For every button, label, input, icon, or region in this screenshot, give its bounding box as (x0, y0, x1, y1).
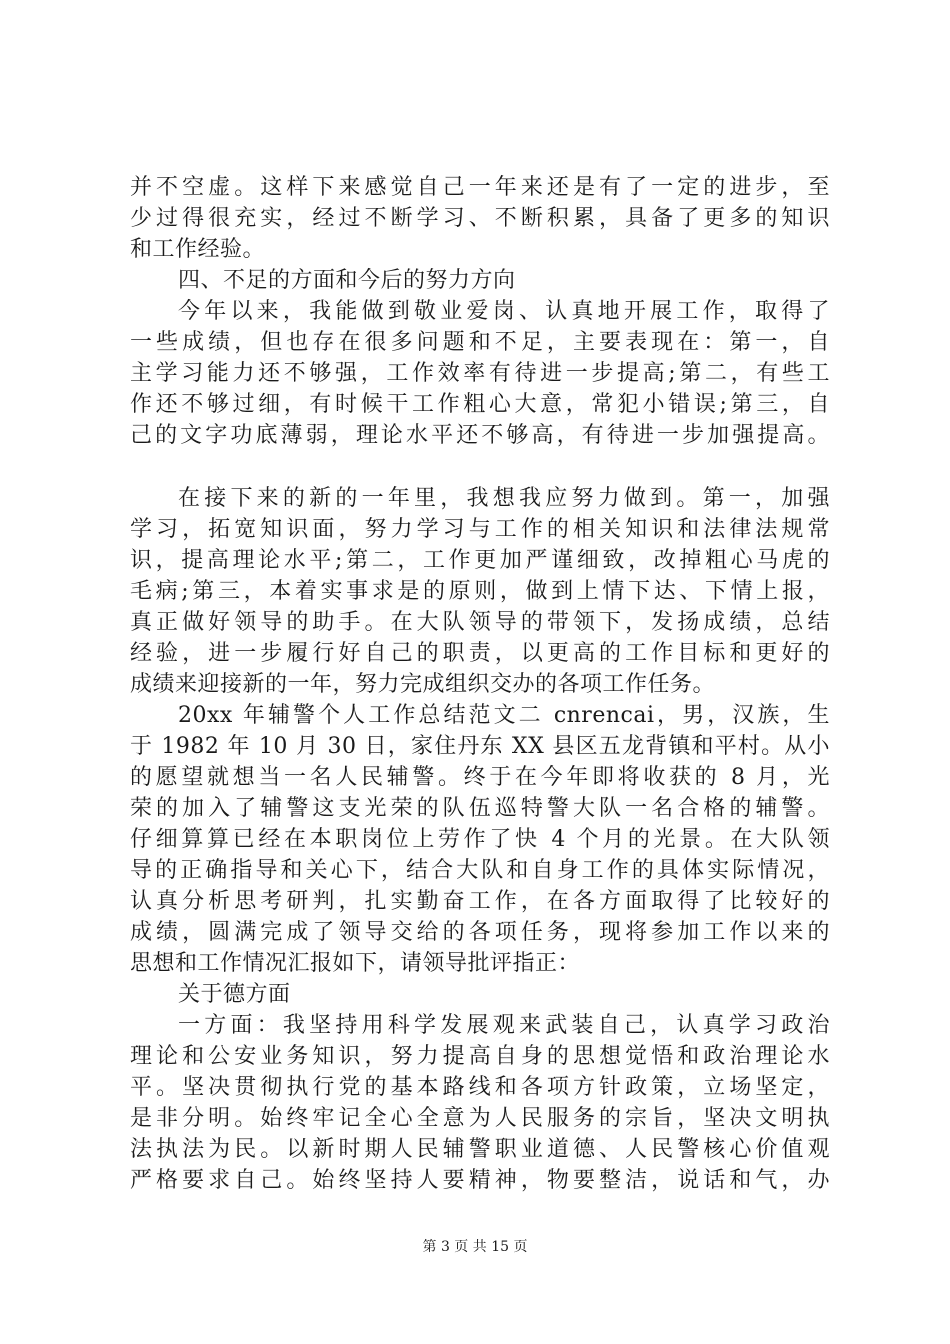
text-line: 严格要求自己。始终坚持人要精神，物要整洁，说话和气，办 (130, 1168, 830, 1193)
text-line: 一方面：我坚持用科学发展观来武装自己，认真学习政治 (178, 1013, 830, 1038)
document-body (130, 172, 830, 1196)
text-line: 认真分析思考研判，扎实勤奋工作，在各方面取得了比较好的 (130, 889, 830, 914)
text-line: 导的正确指导和关心下，结合大队和自身工作的具体实际情况， (130, 858, 830, 883)
text-line: 是非分明。始终牢记全心全意为人民服务的宗旨，坚决文明执 (130, 1106, 830, 1131)
text-line: 法执法为民。以新时期人民辅警职业道德、人民警核心价值观 (130, 1137, 830, 1162)
text-line: 荣的加入了辅警这支光荣的队伍巡特警大队一名合格的辅警。 (130, 796, 830, 821)
text-line: 识，提高理论水平;第二，工作更加严谨细致，改掉粗心马虎的 (130, 548, 830, 573)
text-line: 于 1982 年 10 月 30 日，家住丹东 XX 县区五龙背镇和平村。从小 (130, 734, 830, 759)
text-line: 理论和公安业务知识，努力提高自身的思想觉悟和政治理论水 (130, 1044, 830, 1069)
text-line: 经验，进一步履行好自己的职责，以更高的工作目标和更好的 (130, 641, 830, 666)
text-line: 并不空虚。这样下来感觉自己一年来还是有了一定的进步，至 (130, 175, 830, 200)
text-line: 少过得很充实，经过不断学习、不断积累，具备了更多的知识 (130, 206, 830, 231)
text-line: 学习，拓宽知识面，努力学习与工作的相关知识和法律法规常 (130, 517, 830, 542)
text-line: 成绩来迎接新的一年，努力完成组织交办的各项工作任务。 (130, 672, 716, 697)
text-line: 思想和工作情况汇报如下，请领导批评指正： (130, 951, 581, 976)
text-line: 和工作经验。 (130, 237, 266, 262)
text-line: 今年以来，我能做到敬业爱岗、认真地开展工作，取得了 (178, 299, 830, 324)
text-line: 20xx 年辅警个人工作总结范文二 cnrencai，男，汉族，生 (178, 703, 830, 728)
text-line: 作还不够过细，有时候干工作粗心大意，常犯小错误;第三，自 (130, 392, 830, 417)
text-line: 真正做好领导的助手。在大队领导的带领下，发扬成绩，总结 (130, 610, 830, 635)
text-line: 平。坚决贯彻执行党的基本路线和各项方针政策，立场坚定， (130, 1075, 830, 1100)
text-line: 在接下来的新的一年里，我想我应努力做到。第一，加强 (178, 486, 830, 511)
text-line: 成绩，圆满完成了领导交给的各项任务，现将参加工作以来的 (130, 920, 830, 945)
text-line: 仔细算算已经在本职岗位上劳作了快 4 个月的光景。在大队领 (130, 827, 830, 852)
text-line: 的愿望就想当一名人民辅警。终于在今年即将收获的 8 月，光 (130, 765, 830, 790)
paragraph-gap (130, 451, 830, 483)
text-line: 己的文字功底薄弱，理论水平还不够高，有待进一步加强提高。 (130, 423, 830, 448)
section-heading: 关于德方面 (178, 982, 291, 1007)
text-line: 毛病;第三，本着实事求是的原则，做到上情下达、下情上报， (130, 579, 830, 604)
text-line: 一些成绩，但也存在很多问题和不足，主要表现在：第一，自 (130, 330, 830, 355)
text-line: 主学习能力还不够强，工作效率有待进一步提高;第二，有些工 (130, 361, 830, 386)
page-footer (0, 1238, 950, 1256)
section-heading: 四、不足的方面和今后的努力方向 (178, 268, 516, 293)
page-number-label: 第 3 页 共 15 页 (422, 1239, 528, 1255)
